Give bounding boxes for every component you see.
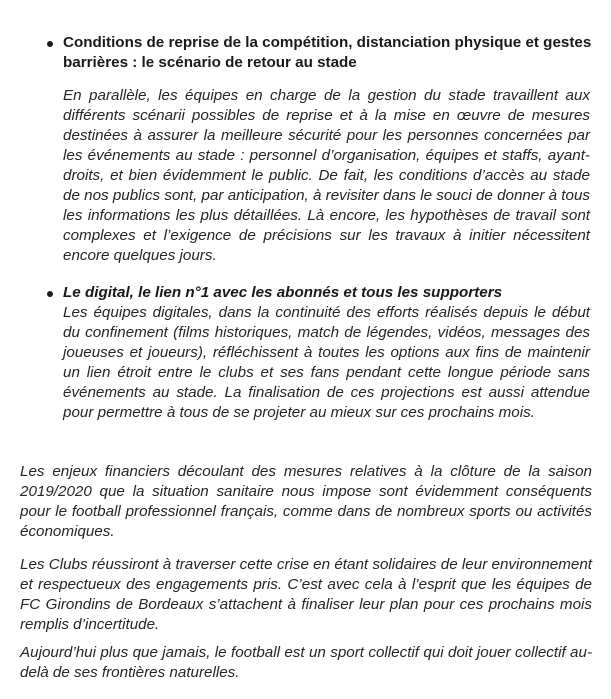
bullet-dot-icon (47, 41, 53, 47)
paragraph-collective-sport: Aujourd’hui plus que jamais, le football est un sport collectif qui doit jouer collectif au-delà de ses frontières naturelles. (20, 644, 592, 681)
paragraph-financial-stakes: Les enjeux financiers découlant des mesures relatives à la clôture de la saison 2019/2020 que la situation sanitaire nous impose sont évidemment conséquents pour le football professionnel français, comme dans de nombreux sports ou activités économiques. (20, 463, 592, 540)
bullet-dot-icon (47, 291, 53, 297)
section-body: Les équipes digitales, dans la continuité des efforts réalisés depuis le début du confinement (films historiques, match de légendes, vidéos, messages des joueuses et joueurs), réfléchissent à toutes les options aux fins de maintenir un lien étroit entre le clubs et ses fans pendant cette longue période sans événements au stade. La finalisation de ces projections est aussi attendue pour permettre à tous de se projeter au mieux sur ces prochains mois. (63, 304, 590, 421)
section-title: Conditions de reprise de la compétition, distanciation physique et gestes barrières : le scénario de retour au stade (63, 34, 592, 71)
paragraph-clubs-solidarity: Les Clubs réussiront à traverser cette crise en étant solidaires de leur environnement et respectueux des engagements pris. C’est avec cela à l’esprit que les équipes de FC Girondins de Bordeaux s’attachent à finaliser leur plan pour ces prochains mois remplis d’incertitude. (20, 556, 592, 633)
section-body: En parallèle, les équipes en charge de la gestion du stade travaillent aux différents scénarii possibles de reprise et à la mise en œuvre de mesures destinées à assurer la meilleure sécurité pour les personnes concernées par les événements au stade : personnel d’organisation, équipes et staffs, ayant-droits, et bien évidemment le public. De fait, les conditions d’accès au stade de nos publics sont, par anticipation, à revisiter dans le souci de donner à tous les informations les plus détaillées. Là encore, les hypothèses de travail sont complexes et l’exigence de précisions sur les travaux à initier nécessitent encore quelques jours. (63, 87, 590, 264)
section-title: Le digital, le lien n°1 avec les abonnés et tous les supporters (63, 284, 503, 301)
